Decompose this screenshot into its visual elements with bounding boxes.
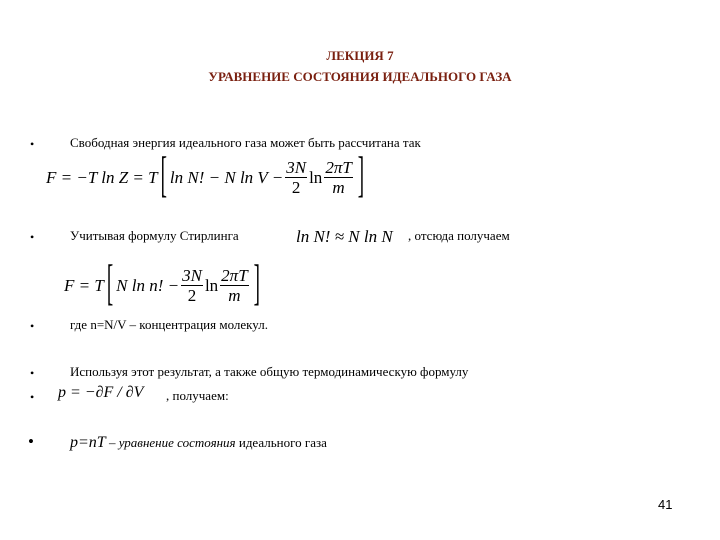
page-number: 41	[658, 497, 673, 512]
bullet-icon: •	[30, 137, 35, 151]
bullet-icon: •	[30, 390, 35, 404]
concentration-text: где n=N/V – концентрация молекул.	[70, 317, 268, 332]
numerator: 3N	[182, 266, 202, 285]
denominator: m	[228, 286, 241, 305]
fraction	[220, 266, 248, 305]
free-energy-text: Свободная энергия идеального газа может быть рассчитана так	[70, 135, 421, 150]
bullet-icon: •	[28, 432, 34, 451]
page-title: УРАВНЕНИЕ СОСТОЯНИЯ ИДЕАЛЬНОГО ГАЗА	[208, 69, 512, 84]
formula-part: F = −T ln Z = T	[46, 167, 158, 187]
equation-of-state	[70, 434, 327, 452]
state-formula: p=nT	[70, 434, 106, 451]
thermo-text: Используя этот результат, а также общую термодинамическую формулу	[70, 364, 469, 379]
pressure-formula: p = −∂F / ∂V	[58, 384, 144, 401]
formula-part: F = T	[64, 275, 104, 295]
numerator: 2πT	[221, 266, 248, 285]
numerator: 3N	[286, 158, 307, 177]
reduced-free-energy-formula	[64, 256, 263, 312]
bullet-icon: •	[30, 366, 35, 380]
denominator: m	[332, 178, 345, 197]
result-tail: идеального газа	[235, 435, 327, 450]
emphasis-text: уравнение состояния	[118, 435, 236, 450]
denominator: 2	[187, 286, 197, 305]
right-bracket: ]	[357, 148, 365, 204]
bullet-icon: •	[30, 230, 35, 244]
bullet-icon: •	[30, 319, 35, 333]
fraction	[324, 158, 352, 197]
numerator: 2πT	[325, 158, 352, 177]
right-bracket: ]	[253, 256, 260, 312]
stirling-formula: ln N! ≈ N ln N	[296, 227, 393, 246]
ln-symbol: ln	[204, 275, 219, 295]
denominator: 2	[291, 178, 301, 197]
left-bracket: [	[106, 256, 114, 312]
obtain-text: , получаем:	[166, 388, 229, 403]
lecture-number: ЛЕКЦИЯ 7	[326, 48, 394, 63]
ln-symbol: ln	[309, 167, 323, 187]
fraction	[285, 158, 307, 197]
formula-part: N ln n! −	[116, 275, 180, 295]
left-bracket: [	[160, 148, 167, 204]
free-energy-formula	[46, 148, 367, 204]
formula-part: ln N! − N ln V −	[169, 167, 284, 187]
fraction	[181, 266, 203, 305]
stirling-text: Учитывая формулу Стирлинга	[70, 228, 239, 243]
stirling-suffix: , отсюда получаем	[408, 228, 510, 243]
dash: –	[105, 435, 119, 450]
